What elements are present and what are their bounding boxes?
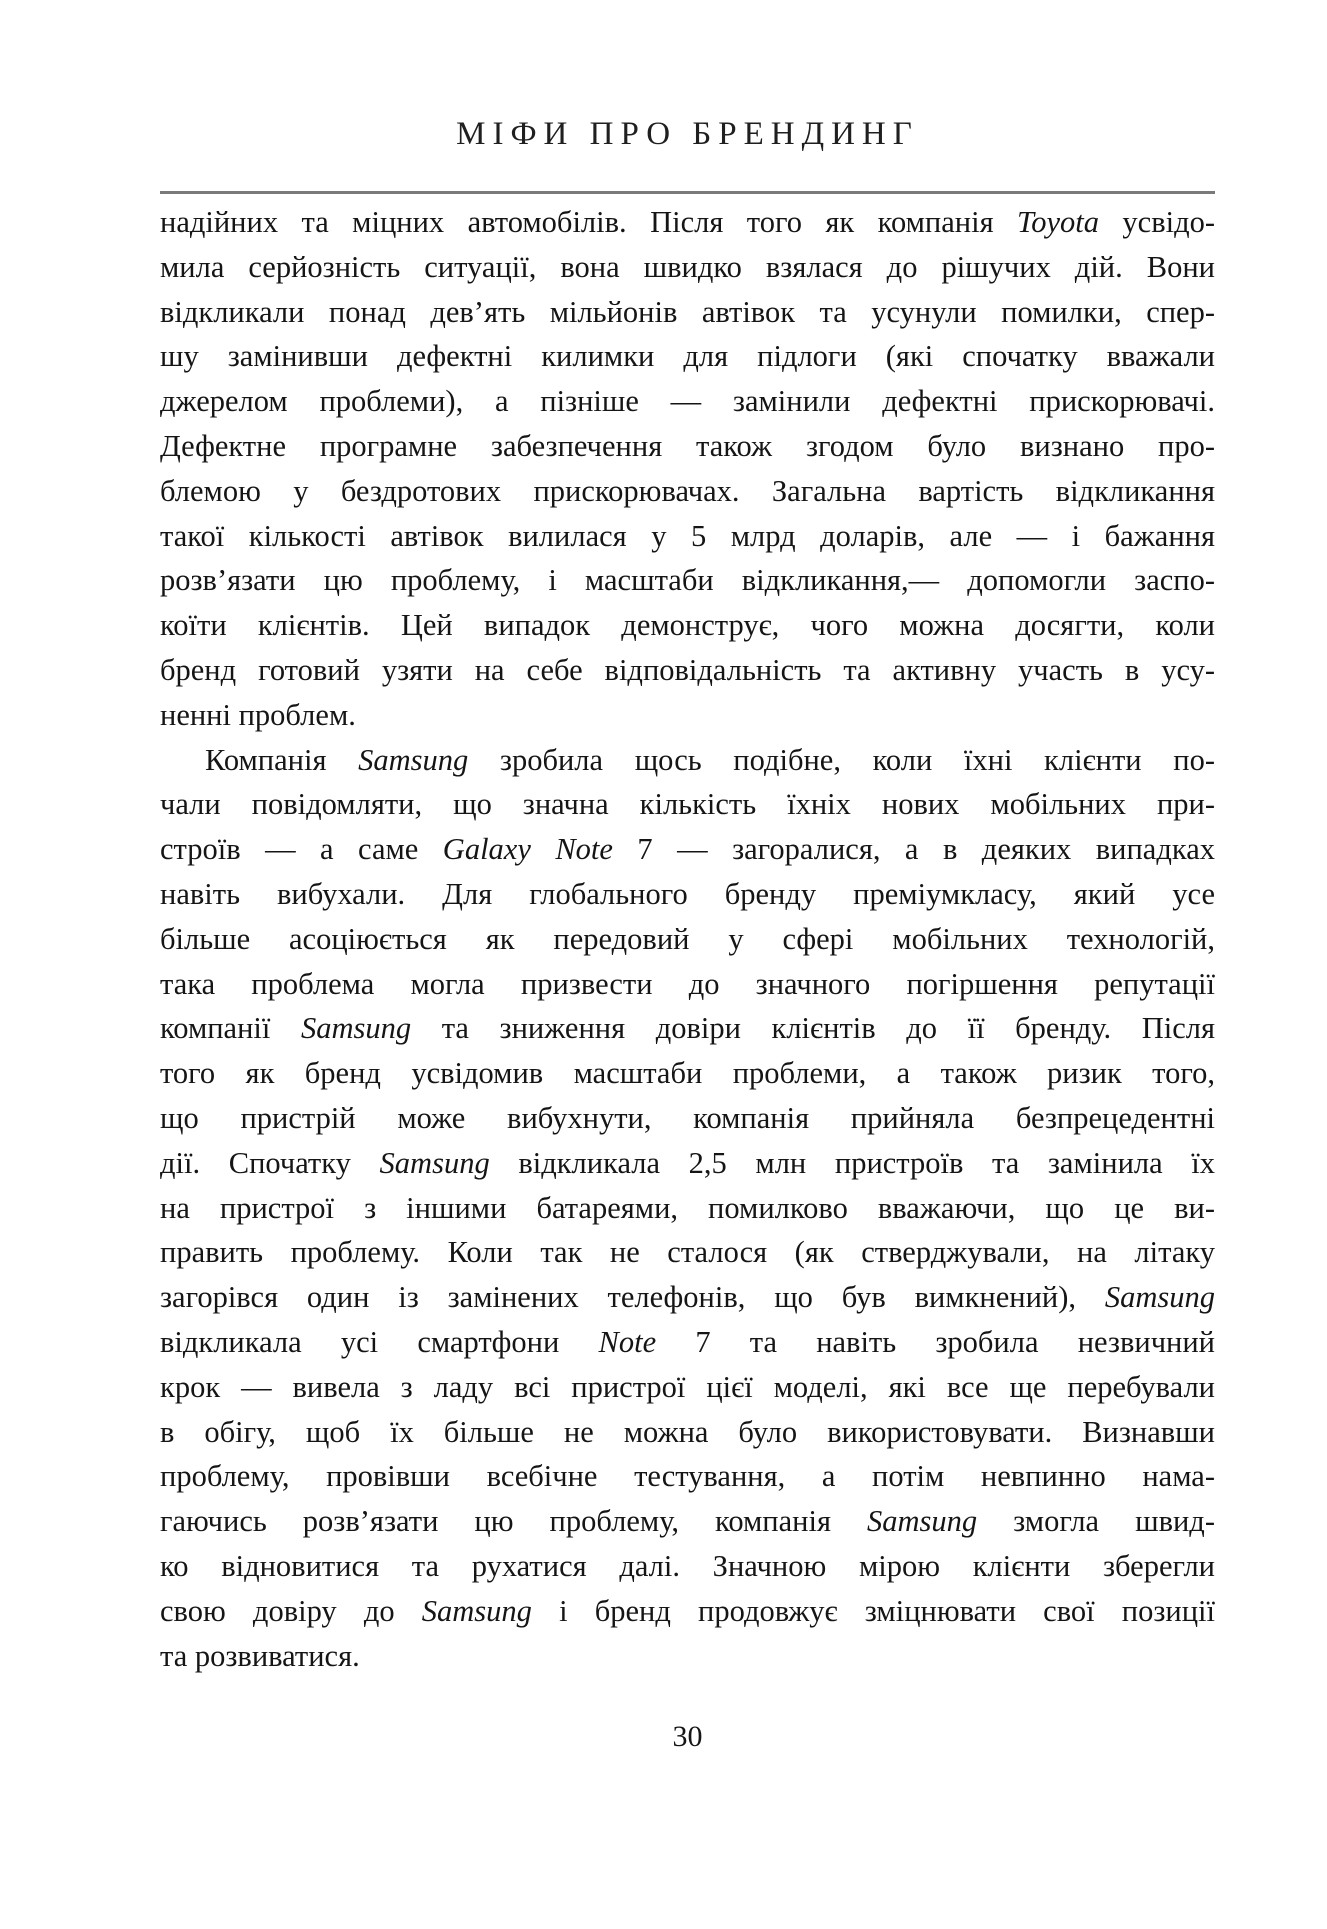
text-line [160,917,1215,962]
text-segment: бренд готовий узяти на себе відповідальність та активну участь в усу- [160,652,1215,687]
text-segment: ненні проблем. [160,697,356,732]
italic-text-segment: Samsung [421,1593,532,1628]
text-line [160,693,1215,738]
italic-text-segment: Note [598,1324,657,1359]
text-segment: чали повідомляти, що значна кількість їхніх нових мобільних при- [160,787,1215,822]
text-segment: розв’язати цю проблему, і масштаби відкликання,— допомогли заспо- [160,563,1215,598]
text-line [160,962,1215,1007]
text-line [160,738,1215,783]
text-line [160,603,1215,648]
text-segment: Дефектне програмне забезпечення також згодом було визнано про- [160,428,1215,463]
text-line [160,1544,1215,1589]
text-line [160,379,1215,424]
text-line [160,334,1215,379]
text-segment: загорівся один із замінених телефонів, що був вимкнений), [160,1280,1105,1315]
text-segment: такої кількості автівок вилилася у 5 млрд доларів, але — і бажання [160,518,1215,553]
text-segment: дії. Спочатку [160,1145,380,1180]
text-segment: відкликали понад дев’ять мільйонів автівок та усунули помилки, спер- [160,294,1215,329]
text-segment: мила серйозність ситуації, вона швидко взялася до рішучих дій. Вони [160,249,1215,284]
text-column [160,0,1215,1929]
italic-text-segment: Galaxy Note [442,832,613,867]
text-segment: навіть вибухали. Для глобального бренду преміумкласу, який усе [160,876,1215,911]
text-line [160,469,1215,514]
text-segment: 7 та навіть зробила незвичний [656,1324,1215,1359]
text-segment: джерелом проблеми), а пізніше — замінили дефектні прискорювачі. [160,384,1215,419]
running-header-title: МІФИ ПРО БРЕНДИНГ [456,116,919,152]
italic-text-segment: Samsung [867,1504,978,1539]
text-line [160,1589,1215,1634]
text-line [160,1141,1215,1186]
text-line [160,827,1215,872]
text-segment: така проблема могла призвести до значного погіршення репутації [160,966,1215,1001]
text-segment: блемою у бездротових прискорювачах. Загальна вартість відкликання [160,473,1215,508]
text-line [160,1454,1215,1499]
text-line [160,1275,1215,1320]
italic-text-segment: Samsung [1104,1280,1215,1315]
text-line [160,1365,1215,1410]
text-segment: і бренд продовжує зміцнювати свої позиції [531,1593,1215,1628]
text-line [160,872,1215,917]
text-segment: відкликала усі смартфони [160,1324,599,1359]
text-segment: та розвиватися. [160,1638,360,1673]
text-segment: що пристрій може вибухнути, компанія прийняла безпрецедентні [160,1100,1215,1135]
text-segment: 7 — загоралися, а в деяких випадках [612,832,1215,867]
text-segment: шу замінивши дефектні килимки для підлоги (які спочатку вважали [160,339,1215,374]
text-segment: того як бренд усвідомив масштаби проблеми, а також ризик того, [160,1056,1215,1091]
text-segment: зробила щось подібне, коли їхні клієнти по- [468,742,1215,777]
text-line [160,514,1215,559]
text-line [160,1186,1215,1231]
text-segment: в обігу, щоб їх більше не можна було використовувати. Визнавши [160,1414,1215,1449]
text-segment: відкликала 2,5 млн пристроїв та замінила їх [489,1145,1215,1180]
text-segment: крок — вивела з ладу всі пристрої цієї моделі, які все ще перебували [160,1369,1215,1404]
text-segment: усвідо- [1098,205,1215,239]
text-line [160,290,1215,335]
text-line [160,1006,1215,1051]
text-segment: проблему, провівши всебічне тестування, а потім невпинно нама- [160,1459,1215,1494]
text-line [160,648,1215,693]
text-line [160,1410,1215,1455]
text-segment: править проблему. Коли так не сталося (як стверджували, на літаку [160,1235,1215,1270]
italic-text-segment: Samsung [300,1011,412,1046]
text-line [160,558,1215,603]
text-segment: строїв — а саме [160,832,443,867]
text-line [160,1320,1215,1365]
text-line [160,1634,1215,1679]
text-line [160,200,1215,245]
text-segment: компанії [160,1011,301,1046]
text-line [160,245,1215,290]
text-segment: надійних та міцних автомобілів. Після того як компанія [160,205,1018,239]
text-segment: гаючись розв’язати цю проблему, компанія [160,1504,867,1539]
body-text [160,200,1215,1678]
text-segment: більше асоціюється як передовий у сфері мобільних технологій, [160,921,1215,956]
italic-text-segment: Samsung [379,1145,490,1180]
text-segment: змогла швид- [977,1504,1215,1539]
text-segment: Компанія [205,742,359,777]
text-line [160,1096,1215,1141]
text-segment: коїти клієнтів. Цей випадок демонструє, чого можна досягти, коли [160,608,1215,643]
italic-text-segment: Toyota [1017,205,1099,239]
text-line [160,424,1215,469]
text-segment: на пристрої з іншими батареями, помилково вважаючи, що це ви- [160,1190,1215,1225]
page-number: 30 [672,1720,703,1753]
text-line [160,1051,1215,1096]
text-segment: свою довіру до [160,1593,422,1628]
header-rule [160,191,1215,194]
text-line [160,782,1215,827]
text-segment: та зниження довіри клієнтів до її бренду. Після [411,1011,1215,1046]
text-line [160,1499,1215,1544]
italic-text-segment: Samsung [358,742,469,777]
text-segment: ко відновитися та рухатися далі. Значною мірою клієнти зберегли [160,1548,1215,1583]
text-line [160,1230,1215,1275]
